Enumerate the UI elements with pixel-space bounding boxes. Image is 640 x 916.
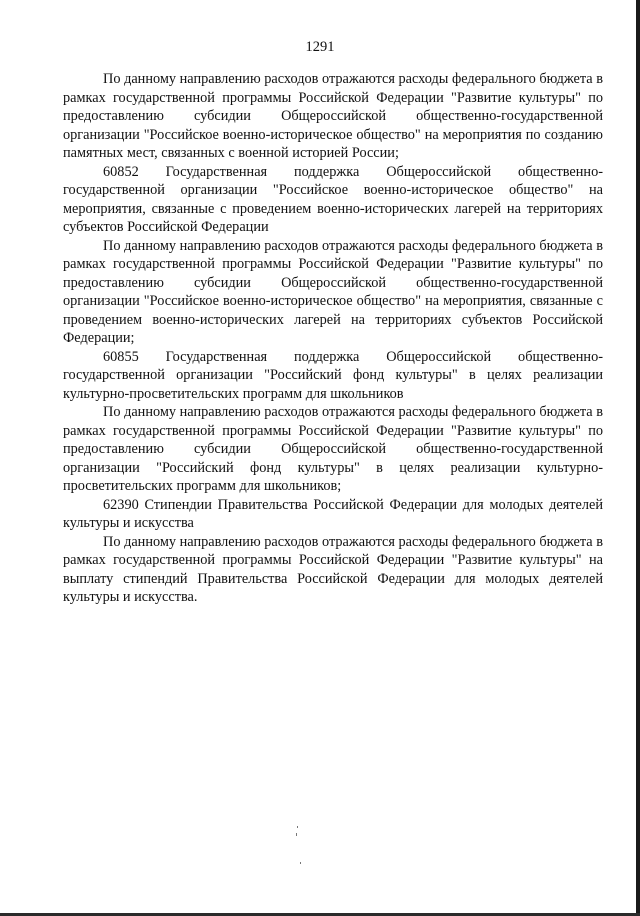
paragraph-code-60852: 60852 Государственная поддержка Общероссийской общественно-государственной организации "Российское военно-историческое общество" на мероприятия, связанные с проведением военно-исторических лагерей на территориях субъектов Российской Федерации	[63, 163, 603, 235]
scan-edge-right	[636, 0, 640, 916]
paragraph-code-62390: 62390 Стипендии Правительства Российской Федерации для молодых деятелей культуры и искусства	[63, 496, 603, 531]
paragraph-expenses-memorial-places: По данному направлению расходов отражаются расходы федерального бюджета в рамках государственной программы Российской Федерации "Развитие культуры" по предоставлению субсидии Общероссийской общественно-государственной организации "Российское военно-историческое общество" на мероприятия по созданию памятных мест, связанных с военной историей России;	[63, 71, 603, 161]
scan-speck	[300, 862, 301, 864]
page-number: 1291	[305, 39, 335, 55]
paragraph-expenses-culture-fund: По данному направлению расходов отражаются расходы федерального бюджета в рамках государственной программы Российской Федерации "Развитие культуры" по предоставлению субсидии Общероссийской общественно-государственной организации "Российский фонд культуры" в целях реализации культурно-просветительских программ для школьников;	[63, 404, 603, 494]
scan-speck	[297, 826, 298, 828]
scan-speck	[296, 833, 297, 836]
paragraph-expenses-scholarships: По данному направлению расходов отражаются расходы федерального бюджета в рамках государственной программы Российской Федерации "Развитие культуры" на выплату стипендий Правительства Российской Федерации для молодых деятелей культуры и искусства.	[63, 533, 603, 605]
document-body	[63, 70, 603, 607]
paragraph-code-60855: 60855 Государственная поддержка Общероссийской общественно-государственной организации "Российский фонд культуры" в целях реализации культурно-просветительских программ для школьников	[63, 348, 603, 402]
paragraph-expenses-military-camps: По данному направлению расходов отражаются расходы федерального бюджета в рамках государственной программы Российской Федерации "Развитие культуры" по предоставлению субсидии Общероссийской общественно-государственной организации "Российское военно-историческое общество" на мероприятия, связанные с проведением военно-исторических лагерей на территориях субъектов Российской Федерации;	[63, 237, 603, 346]
